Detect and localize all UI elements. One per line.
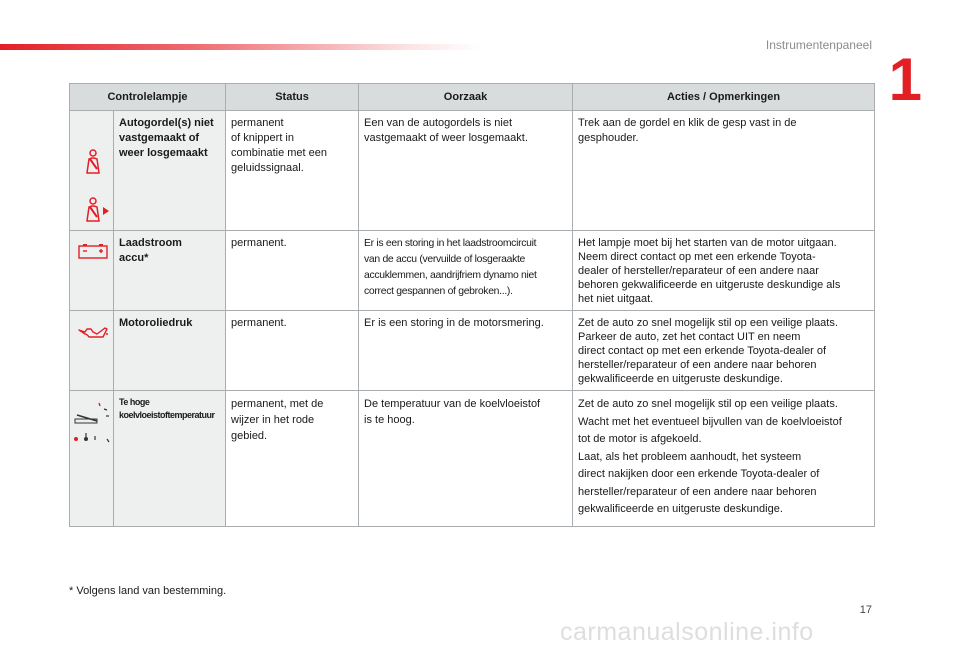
table-row bbox=[70, 111, 875, 231]
status-text: permanent of knippert in combinatie met een geluidssignaal. bbox=[226, 111, 359, 231]
seatbelt-rear-warning-icon bbox=[81, 197, 111, 223]
oil-pressure-icon bbox=[77, 325, 109, 339]
warning-name: Autogordel(s) niet vastgemaakt of weer losgemaakt bbox=[114, 111, 226, 231]
column-header-controlelampje: Controlelampje bbox=[70, 84, 226, 111]
icon-cell bbox=[70, 311, 114, 391]
table-row bbox=[70, 311, 875, 391]
header-accent-bar bbox=[0, 44, 480, 50]
action-text: Zet de auto zo snel mogelijk stil op een veilige plaats. Wacht met het eventueel bijvullen van de koelvloeistof tot de motor is afgekoeld. Laat, als het probleem aanhoudt, het systeem direct nakijken door een erkende Toyota-dealer of hersteller/reparateur of een andere naar behoren gekwalificeerde en uitgeruste deskundige. bbox=[573, 391, 875, 527]
column-header-acties: Acties / Opmerkingen bbox=[573, 84, 875, 111]
icon-cell bbox=[70, 231, 114, 311]
seatbelt-warning-icon bbox=[81, 149, 105, 175]
coolant-temperature-gauge-icon bbox=[73, 399, 113, 445]
action-text: Trek aan de gordel en klik de gesp vast in de gesphouder. bbox=[573, 111, 875, 231]
warning-name: Motoroliedruk bbox=[114, 311, 226, 391]
column-header-oorzaak: Oorzaak bbox=[359, 84, 573, 111]
status-text: permanent. bbox=[226, 311, 359, 391]
footnote: * Volgens land van bestemming. bbox=[69, 585, 227, 597]
status-text: permanent. bbox=[226, 231, 359, 311]
warning-name: Te hoge koelvloeistoftemperatuur bbox=[114, 391, 226, 527]
battery-charge-icon bbox=[78, 243, 108, 259]
table-row bbox=[70, 391, 875, 527]
table-header-row bbox=[70, 84, 875, 111]
cause-text: Een van de autogordels is niet vastgemaakt of weer losgemaakt. bbox=[359, 111, 573, 231]
chapter-number: 1 bbox=[888, 46, 922, 113]
watermark: carmanualsonline.info bbox=[560, 618, 814, 646]
table-row bbox=[70, 231, 875, 311]
cause-text: Er is een storing in de motorsmering. bbox=[359, 311, 573, 391]
cause-text: De temperatuur van de koelvloeistof is te hoog. bbox=[359, 391, 573, 527]
action-text: Het lampje moet bij het starten van de motor uitgaan. Neem direct contact op met een erkende Toyota- dealer of hersteller/reparateur of een andere naar behoren gekwalificeerde en uitgeruste deskundige als het niet uitgaat. bbox=[573, 231, 875, 311]
cause-text: Er is een storing in het laadstroomcircuit van de accu (vervuilde of losgeraakte accuklemmen, aandrijfriem dynamo niet correct gespannen of gebroken...). bbox=[359, 231, 573, 311]
status-text: permanent, met de wijzer in het rode gebied. bbox=[226, 391, 359, 527]
warning-lights-table bbox=[69, 83, 875, 527]
action-text: Zet de auto zo snel mogelijk stil op een veilige plaats. Parkeer de auto, zet het contact UIT en neem direct contact op met een erkende Toyota-dealer of hersteller/reparateur of een andere naar behoren gekwalificeerde en uitgeruste deskundige. bbox=[573, 311, 875, 391]
column-header-status: Status bbox=[226, 84, 359, 111]
icon-cell bbox=[70, 391, 114, 527]
warning-name: Laadstroom accu* bbox=[114, 231, 226, 311]
page-number: 17 bbox=[859, 604, 872, 616]
section-title: Instrumentenpaneel bbox=[765, 38, 872, 52]
icon-cell bbox=[70, 111, 114, 231]
